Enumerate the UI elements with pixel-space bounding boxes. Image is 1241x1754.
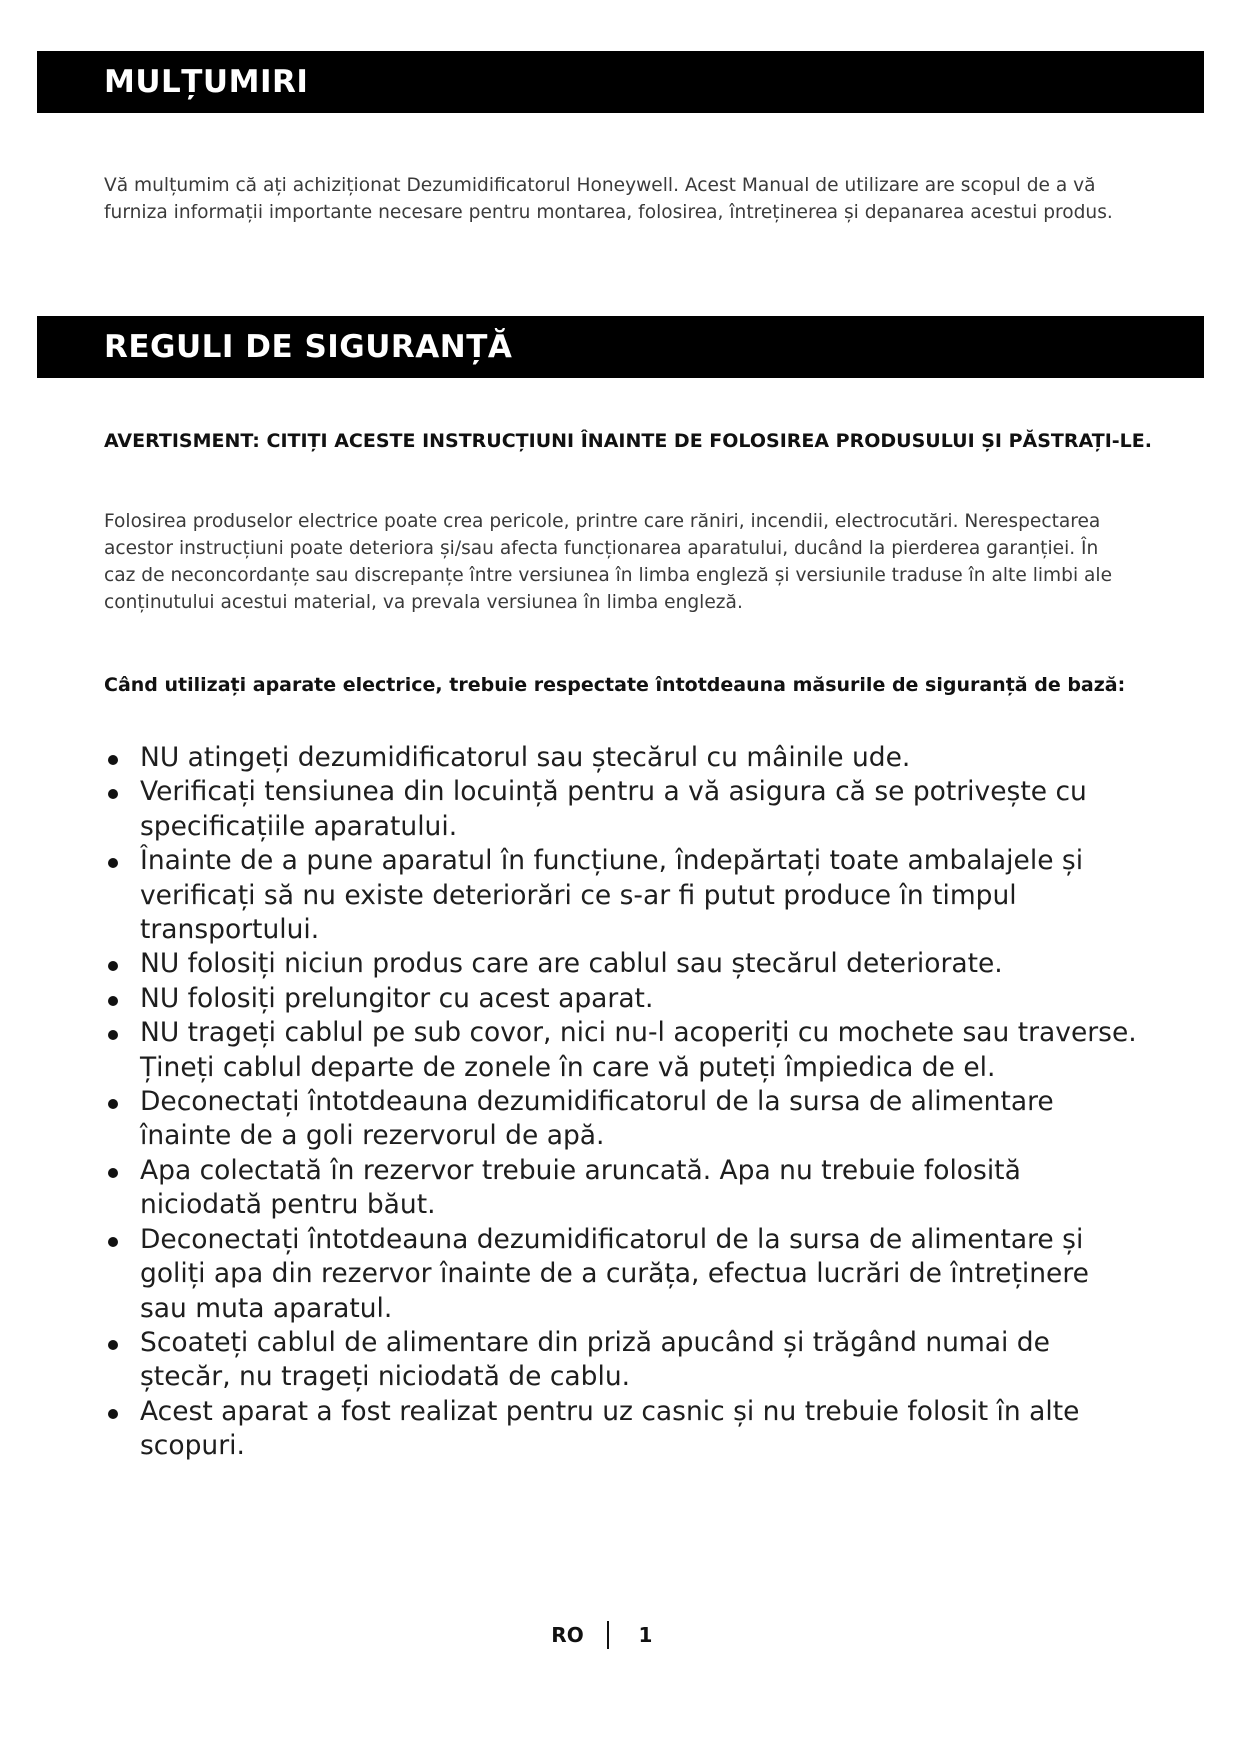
page-footer [0,1621,1241,1649]
footer-language: RO [551,1623,584,1647]
bullet-icon [108,1340,118,1350]
safety-rule-item [104,947,1144,981]
safety-rule-text: NU atingeți dezumidificatorul sau ștecărul cu mâinile ude. [140,742,911,773]
bullet-icon [108,996,118,1006]
section-title-safety: REGULI DE SIGURANȚĂ [104,329,513,365]
bullet-icon [108,789,118,799]
section-header-thanks [37,51,1204,113]
safety-rule-item [104,1223,1144,1326]
basic-measures-heading: Când utilizați aparate electrice, trebuie respectate întotdeauna măsurile de siguranță de bază: [104,674,1126,696]
safety-rule-text: Verificați tensiunea din locuință pentru a vă asigura că se potrivește cu specificațiile aparatului. [140,776,1087,842]
safety-rule-text: NU trageți cablul pe sub covor, nici nu-l acoperiți cu mochete sau traverse. Țineți cablul departe de zonele în care vă puteți împiedica de el. [140,1017,1137,1083]
safety-rule-item [104,1154,1144,1223]
safety-rule-item [104,1016,1144,1085]
safety-rule-text: Acest aparat a fost realizat pentru uz casnic și nu trebuie folosit în alte scopuri. [140,1395,1080,1462]
page-number: 1 [638,1623,653,1647]
bullet-icon [108,1099,118,1109]
section-header-safety [37,316,1204,378]
safety-rule-text: Deconectați întotdeauna dezumidificatorul de la sursa de alimentare înainte de a goli rezervorul de apă. [140,1086,1054,1152]
intro-paragraph: Vă mulțumim că ați achiziționat Dezumidificatorul Honeywell. Acest Manual de utilizare are scopul de a vă furniza informații importante necesare pentru montarea, folosirea, întreținerea și depanarea acestui produs. [104,175,1113,223]
safety-rule-text: NU folosiți prelungitor cu acest aparat. [140,982,654,1014]
safety-rule-item [104,844,1144,947]
safety-rule-text: NU folosiți niciun produs care are cablul sau ștecărul deteriorate. [140,948,1003,980]
bullet-icon [108,1168,118,1178]
footer-divider [607,1621,609,1649]
bullet-icon [108,755,118,765]
safety-rule-item [104,1395,1144,1464]
section-title-thanks: MULȚUMIRI [104,64,309,100]
bullet-icon [108,1237,118,1247]
warning-heading: AVERTISMENT: CITIȚI ACESTE INSTRUCȚIUNI ÎNAINTE DE FOLOSIREA PRODUSULUI ȘI PĂSTRAȚI-LE. [104,430,1152,452]
bullet-icon [108,961,118,971]
safety-rule-item [104,775,1144,844]
safety-rule-text: Scoateți cablul de alimentare din priză apucând și trăgând numai de ștecăr, nu trageți niciodată de cablu. [140,1326,1050,1393]
safety-rule-text: Apa colectată în rezervor trebuie aruncată. Apa nu trebuie folosită niciodată pentru băut. [140,1154,1021,1221]
safety-rule-item [104,1326,1144,1395]
bullet-icon [108,1030,118,1040]
safety-rule-text: Înainte de a pune aparatul în funcțiune, îndepărtați toate ambalajele și verificați să nu existe deteriorări ce s-ar fi putut produce în timpul transportului. [140,845,1084,946]
safety-rules-list [104,741,1144,1464]
safety-rule-item [104,741,1144,775]
safety-rule-item [104,982,1144,1016]
safety-rule-item [104,1085,1144,1154]
safety-paragraph: Folosirea produselor electrice poate crea pericole, printre care răniri, incendii, electrocutări. Nerespectarea acestor instrucțiuni poate deteriora și/sau afecta funcționarea aparatului, ducând la pierderea garanției. În caz de neconcordanțe sau discrepanțe între versiunea în limba engleză și versiunile traduse în alte limbi ale conținutului acestui material, va prevala versiunea în limba engleză. [104,511,1113,613]
safety-rule-text: Deconectați întotdeauna dezumidificatorul de la sursa de alimentare și goliți apa din rezervor înainte de a curăța, efectua lucrări de întreținere sau muta aparatul. [140,1223,1089,1324]
bullet-icon [108,1409,118,1419]
bullet-icon [108,858,118,868]
